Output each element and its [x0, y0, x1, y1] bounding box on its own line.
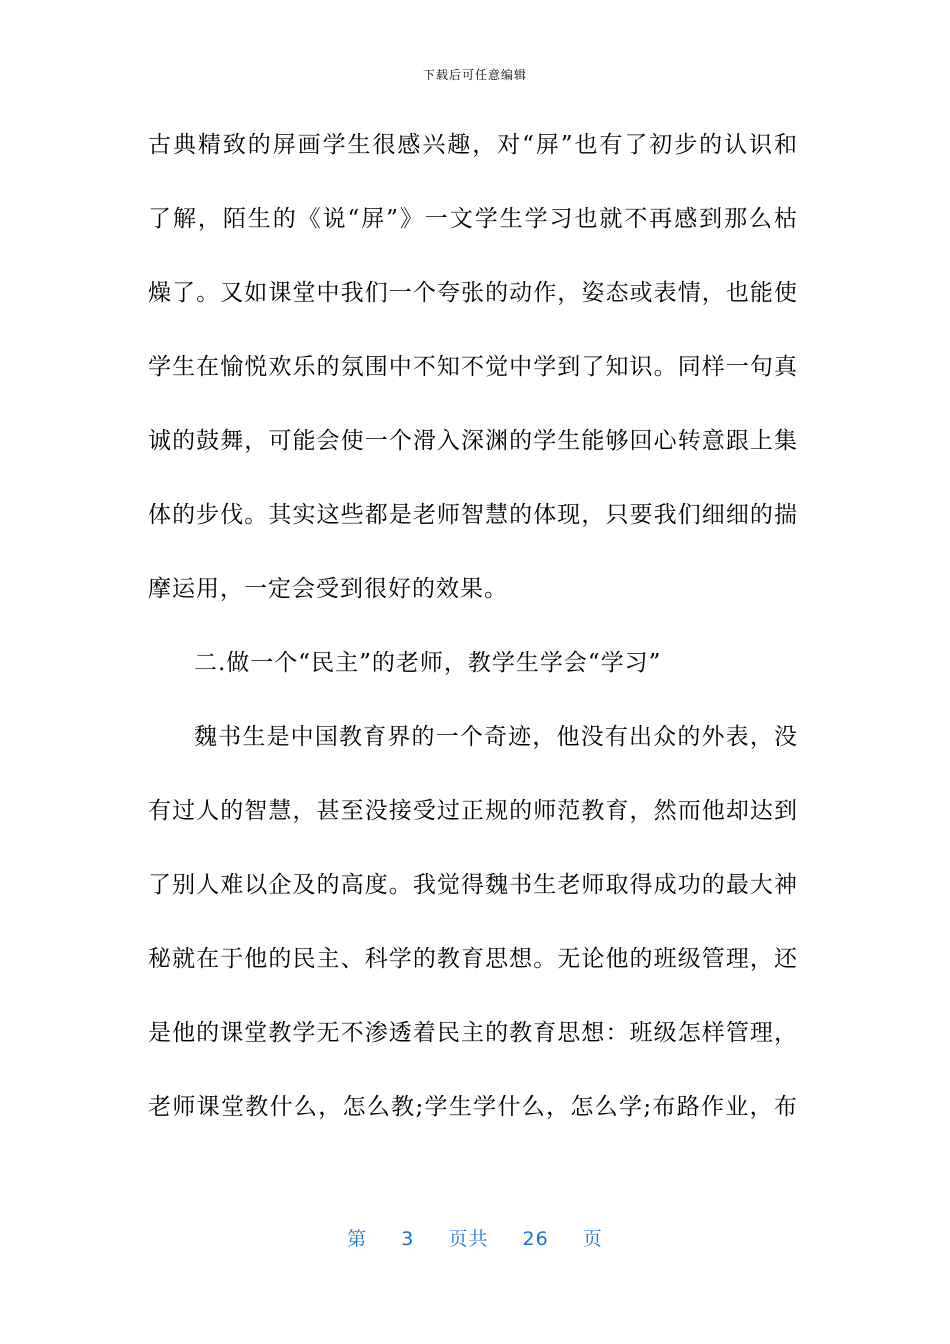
text-line: 燥了。又如课堂中我们一个夸张的动作，姿态或表情，也能使 [148, 280, 798, 306]
document-body [148, 120, 798, 1156]
footer-ye-gong: 页共 [448, 1228, 489, 1250]
text-line: 诚的鼓舞，可能会使一个滑入深渊的学生能够回心转意跟上集 [148, 428, 798, 454]
text-line: 有过人的智慧，甚至没接受过正规的师范教育，然而他却达到 [148, 798, 798, 824]
text-line: 是他的课堂教学无不渗透着民主的教育思想：班级怎样管理， [148, 1020, 798, 1046]
text-line: 魏书生是中国教育界的一个奇迹，他没有出众的外表，没 [194, 724, 798, 750]
footer-page-number: 3 [401, 1228, 415, 1250]
section-heading: 二.做一个“民主”的老师，教学生学会“学习” [194, 650, 662, 676]
text-line: 摩运用，一定会受到很好的效果。 [148, 576, 508, 602]
page-header: 下载后可任意编辑 [422, 68, 527, 82]
footer-total-pages: 26 [522, 1228, 549, 1250]
footer-ye: 页 [582, 1228, 603, 1250]
footer-di: 第 [347, 1228, 368, 1250]
text-line: 体的步伐。其实这些都是老师智慧的体现，只要我们细细的揣 [148, 502, 798, 528]
page-footer [0, 1224, 950, 1251]
text-line: 了别人难以企及的高度。我觉得魏书生老师取得成功的最大神 [148, 872, 798, 898]
text-line: 学生在愉悦欢乐的氛围中不知不觉中学到了知识。同样一句真 [148, 354, 798, 380]
text-line: 老师课堂教什么，怎么教;学生学什么，怎么学;布路作业，布 [148, 1094, 798, 1120]
text-line: 了解，陌生的《说“屏”》一文学生学习也就不再感到那么枯 [148, 206, 798, 232]
text-line: 古典精致的屏画学生很感兴趣，对“屏”也有了初步的认识和 [148, 132, 798, 158]
text-line: 秘就在于他的民主、科学的教育思想。无论他的班级管理，还 [148, 946, 798, 972]
